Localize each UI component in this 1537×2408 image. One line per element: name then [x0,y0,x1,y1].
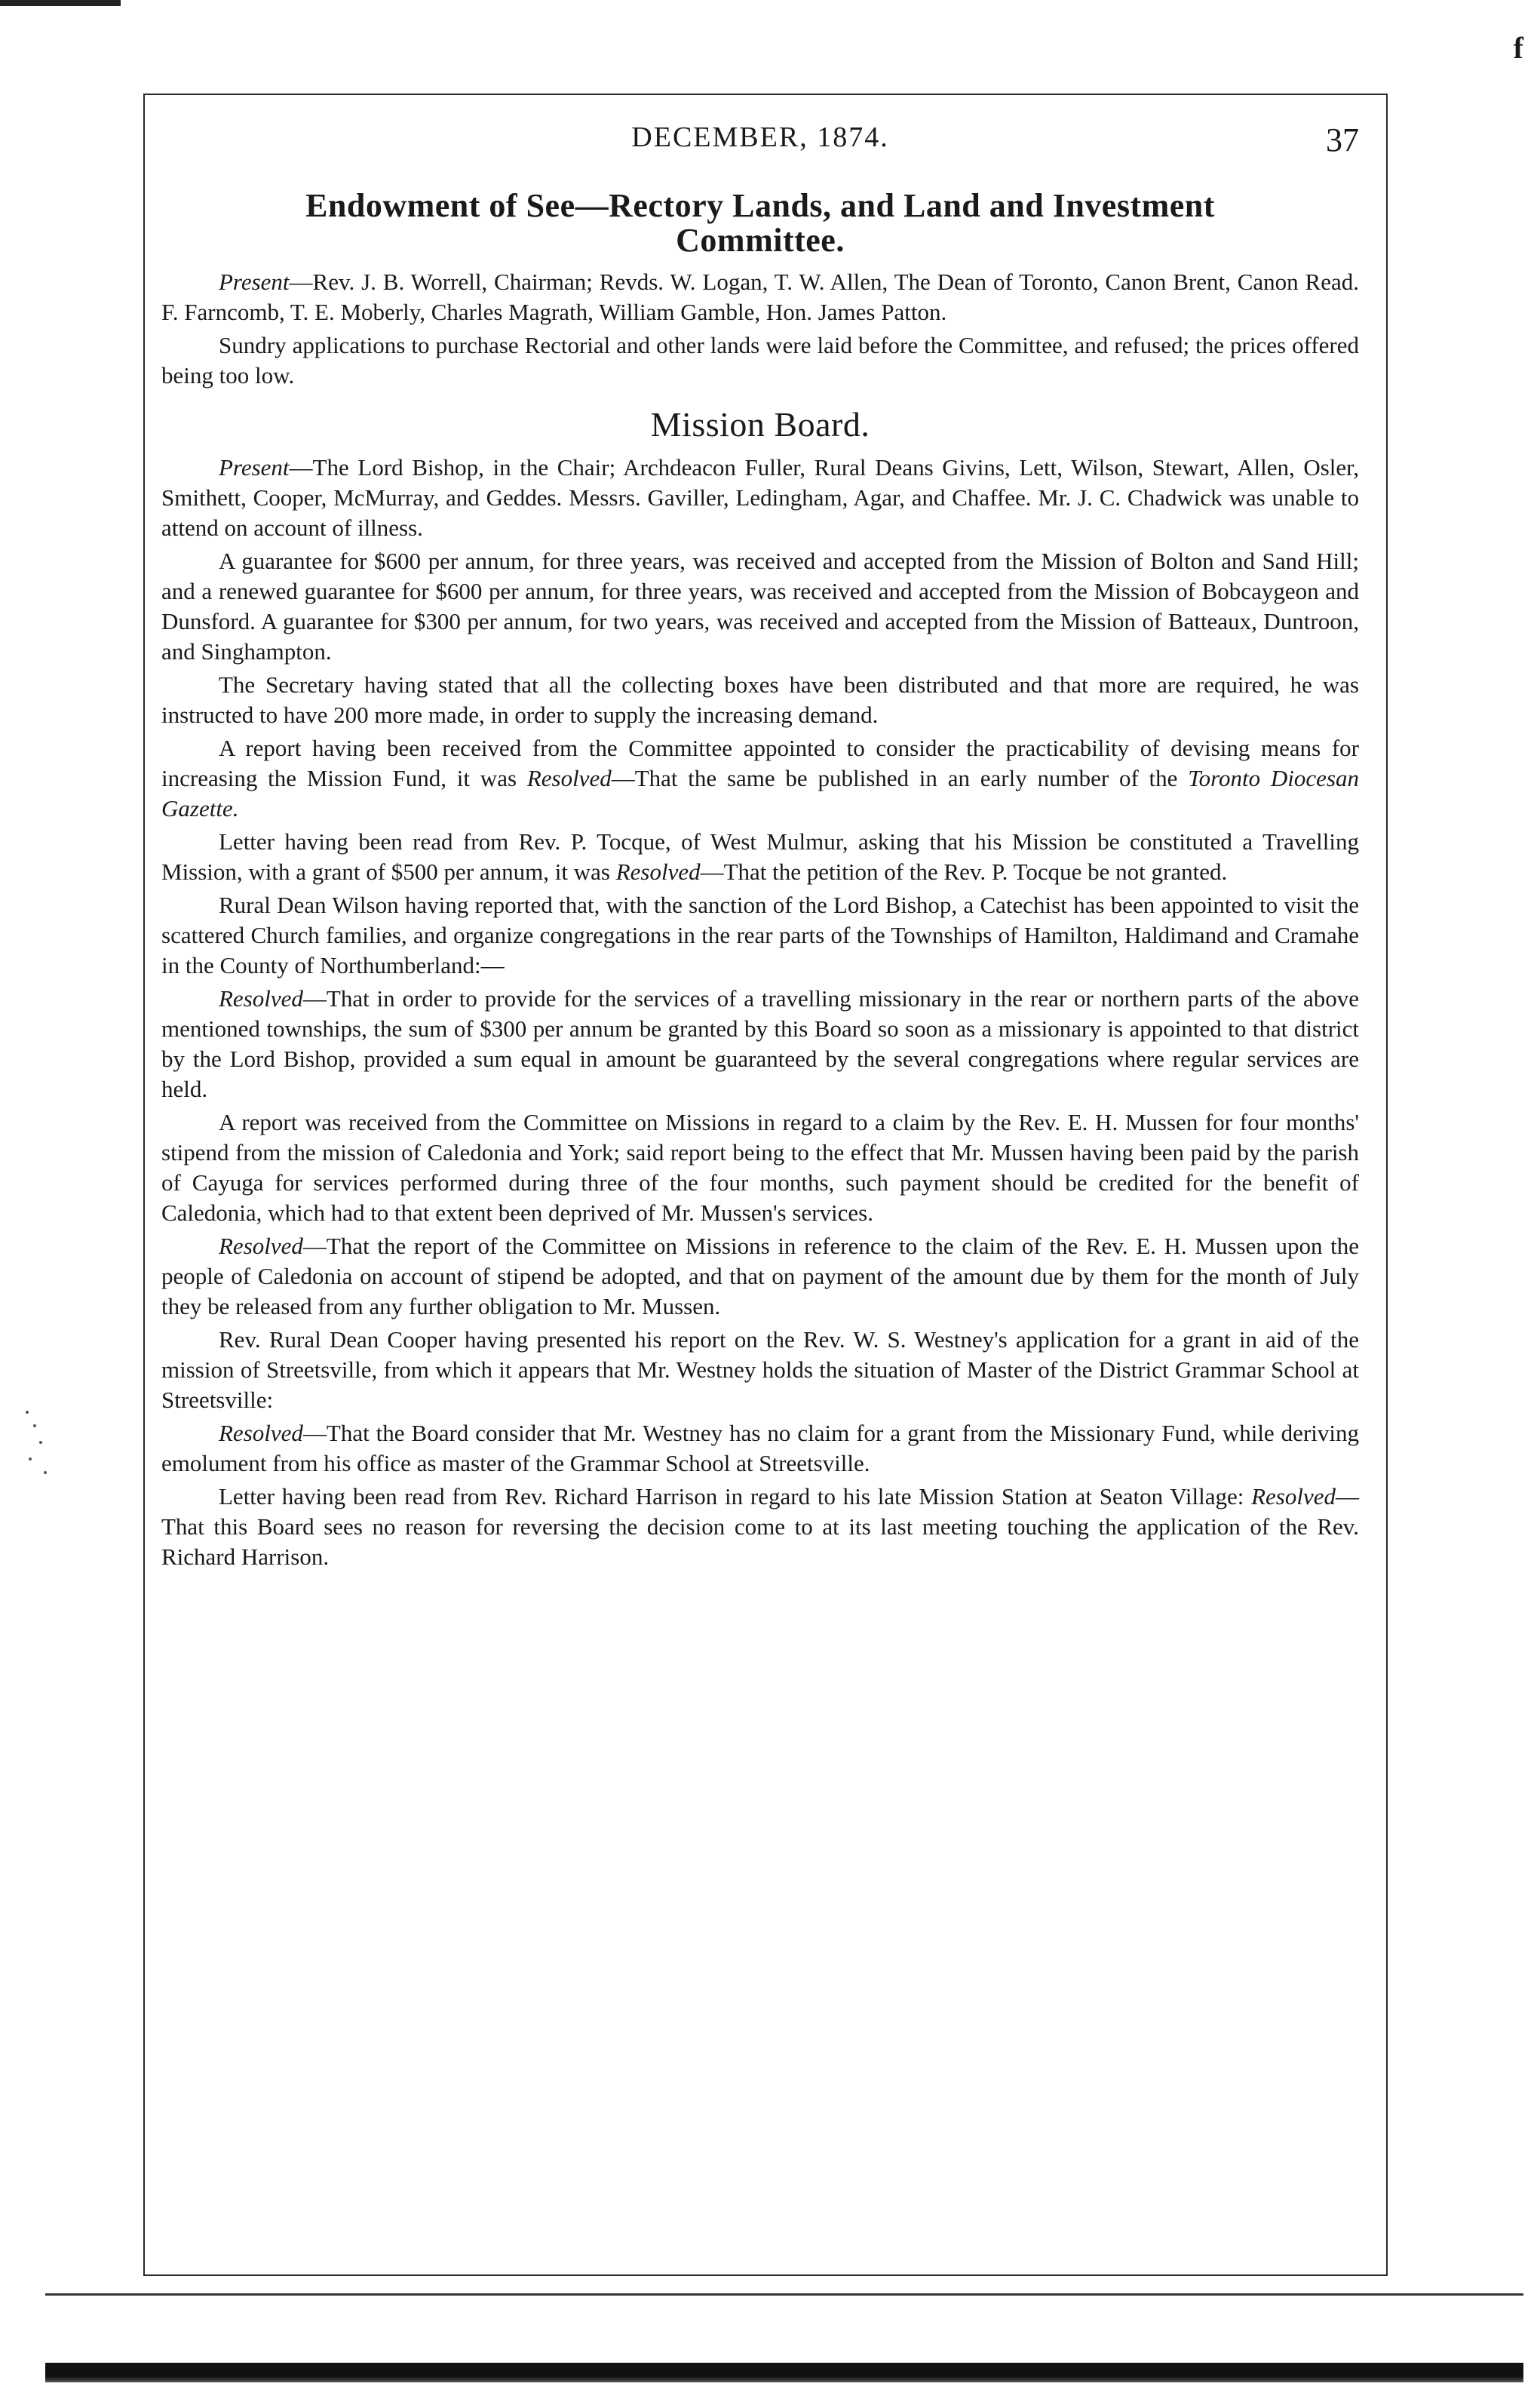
paragraph [161,984,1359,1104]
resolved-label: Resolved [1251,1483,1336,1510]
paragraph: Sundry applications to purchase Rectorial and other lands were laid before the Committee, and refused; the prices offered being too low. [161,332,1359,389]
paragraph [161,1482,1359,1572]
paragraph [161,1418,1359,1479]
paragraph-text: —That the report of the Committee on Missions in reference to the claim of the Rev. E. H. Mussen upon the people of Caledonia on account of stipend be adopted, and that on payment of the amount due by them for the month of July they be released from any further obligation to Mr. Mussen. [161,1233,1359,1319]
resolved-label: Resolved [615,858,701,885]
margin-specks [23,1411,53,1479]
paragraph: Rev. Rural Dean Cooper having presented his report on the Rev. W. S. Westney's application for a grant in aid of the mission of Streetsville, from which it appears that Mr. Westney holds the situation of Master of the District Grammar School at Streetsville: [161,1326,1359,1413]
running-head [161,121,1359,174]
present-paragraph [161,267,1359,327]
paragraph: Rural Dean Wilson having reported that, with the sanction of the Lord Bishop, a Catechist has been appointed to visit the scattered Church families, and organize congregations in the rear parts of the Townships of Hamilton, Haldimand and Cramahe in the County of Northumberland:— [161,892,1359,978]
paragraph-text: —That the same be published in an early number of the [611,765,1189,791]
present-label: Present [219,269,290,295]
paragraph-text: —That the Board consider that Mr. Westney has no claim for a grant from the Missionary Fund, while deriving emolument from his office as master of the Grammar School at Streetsville. [161,1420,1359,1476]
section-title-line-1: Endowment of See—Rectory Lands, and Land and Investment [305,187,1215,224]
paragraph-text: A report having been received from the Committee appointed to consider the practicability of devising means for increasing the Mission Fund, it was [161,735,1359,791]
paragraph: A guarantee for $600 per annum, for three years, was received and accepted from the Mission of Bolton and Sand Hill; and a renewed guarantee for $600 per annum, for three years, was received and accepted from the Mission of Bobcaygeon and Dunsford. A guarantee for $300 per annum, for two years, was received and accepted from the Mission of Batteaux, Duntroon, and Singhampton. [161,548,1359,665]
paragraph-text: —That the petition of the Rev. P. Tocque be not granted. [700,858,1228,885]
gazette-title: Toronto Diocesan Gazette. [161,765,1360,822]
page-edge-mark: f [1513,31,1523,65]
section-title-endowment [161,189,1359,258]
resolved-label: Resolved [219,1233,303,1259]
paragraph-text: Letter having been read from Rev. Richard Harrison in regard to his late Mission Station at Seaton Village: [219,1483,1252,1510]
paragraph-text: —That this Board sees no reason for reversing the decision come to at its last meeting touching the application of the Rev. Richard Harrison. [161,1483,1359,1570]
resolved-label: Resolved [526,765,612,791]
section-title-line-2: Committee. [676,222,845,259]
present-label: Present [219,454,290,481]
section-title-mission-board: Mission Board. [650,405,870,444]
resolved-label: Resolved [219,1420,303,1446]
paragraph-text: —That in order to provide for the services of a travelling missionary in the rear or northern parts of the above mentioned townships, the sum of $300 per annum be granted by this Board so soon as a missionary is appointed to that district by the Lord Bishop, provided a sum equal in amount be guaranteed by the several congregations where regular services are held. [161,985,1359,1102]
present-text: —Rev. J. B. Worrell, Chairman; Revds. W. Logan, T. W. Allen, The Dean of Toronto, Canon Brent, Canon Read. F. Farncomb, T. E. Moberly, Charles Magrath, William Gamble, Hon. James Patton. [161,269,1359,325]
running-title: DECEMBER, 1874. [631,121,889,153]
paragraph [161,827,1359,887]
resolved-label: Resolved [219,985,303,1012]
page-number: 37 [1326,121,1359,158]
paragraph: The Secretary having stated that all the collecting boxes have been distributed and that more are required, he was instructed to have 200 more made, in order to supply the increasing demand. [161,671,1359,728]
paragraph [161,1231,1359,1322]
paragraph-text: Letter having been read from Rev. P. Tocque, of West Mulmur, asking that his Mission be constituted a Travelling Mission, with a grant of $500 per annum, it was [161,828,1359,885]
present-text: —The Lord Bishop, in the Chair; Archdeacon Fuller, Rural Deans Givins, Lett, Wilson, Stewart, Allen, Osler, Smithett, Cooper, McMurray, and Geddes. Messrs. Gaviller, Ledingham, Agar, and Chaffee. Mr. J. C. Chadwick was unable to attend on account of illness. [161,454,1359,541]
page-content [161,121,1359,1575]
present-paragraph [161,453,1359,543]
paragraph [161,733,1359,824]
paragraph: A report was received from the Committee on Missions in regard to a claim by the Rev. E. H. Mussen for four months' stipend from the mission of Caledonia and York; said report being to the effect that Mr. Mussen having been paid by the parish of Cayuga for services performed during three of the four months, such payment should be credited for the benefit of Caledonia, which had to that extent been deprived of Mr. Mussen's services. [161,1109,1359,1226]
bottom-edge-rule [45,2363,1523,2382]
bottom-thin-rule [45,2293,1523,2296]
top-edge-rule [0,0,121,6]
